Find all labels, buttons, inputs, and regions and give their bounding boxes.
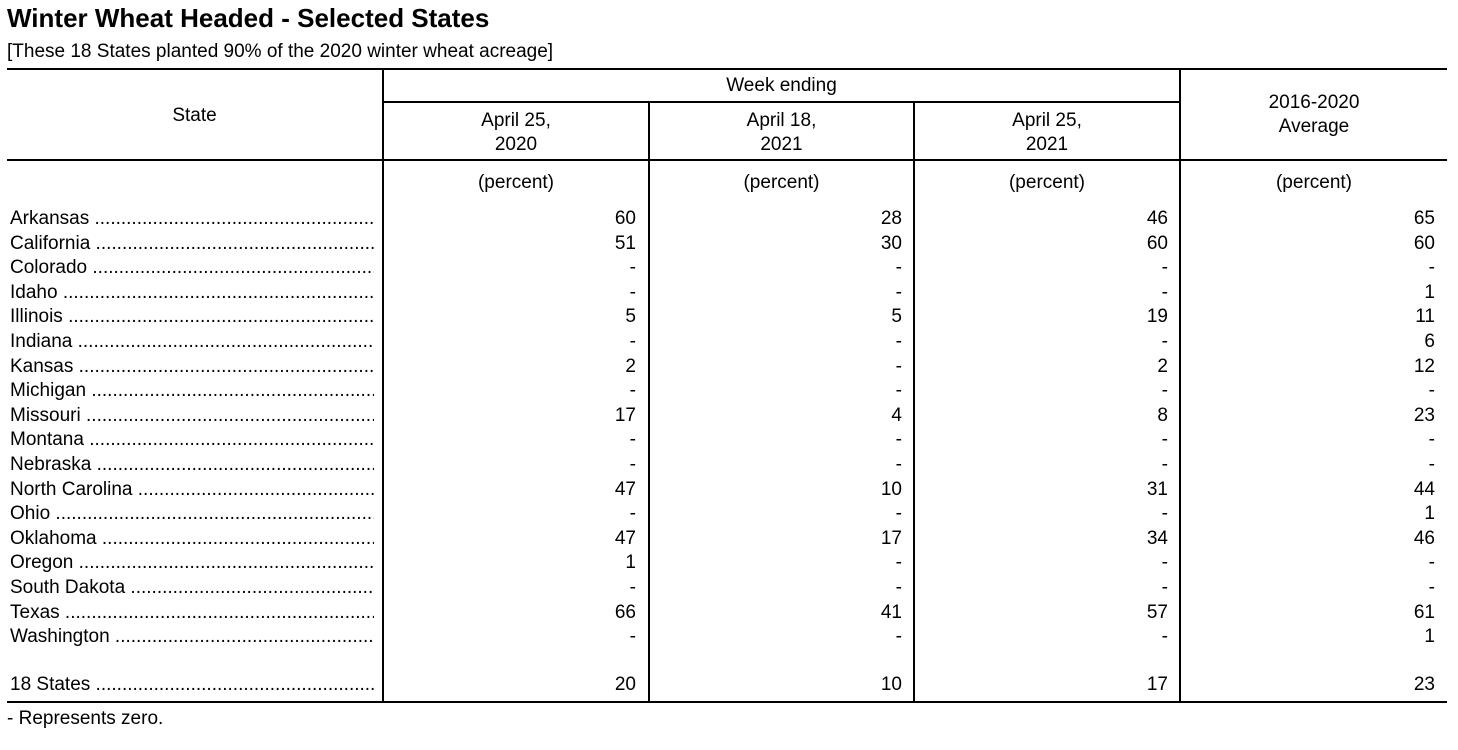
state-name: Kansas [10, 355, 74, 377]
header-bottom-rule [7, 159, 1447, 161]
table-row [0, 305, 1458, 329]
cell-value: - [1161, 552, 1168, 574]
state-label [10, 625, 374, 649]
leader-dots [97, 528, 374, 549]
cell-value: 28 [880, 208, 902, 229]
cell-value: 5 [625, 306, 636, 328]
cell-value: 23 [1413, 674, 1435, 695]
week-ending-header: Week ending [726, 75, 837, 96]
cell-value: 46 [1413, 527, 1435, 549]
cell-value: 17 [1146, 674, 1168, 695]
page-subtitle: [These 18 States planted 90% of the 2020 winter wheat acreage] [7, 41, 554, 62]
leader-dots [90, 233, 374, 254]
cell-value: - [895, 552, 902, 574]
cell-value: 46 [1146, 208, 1168, 229]
cell-value: 1 [1424, 281, 1435, 303]
cell-value: - [1428, 380, 1435, 402]
cell-value: 57 [1146, 601, 1168, 623]
column-header-line2: 2021 [760, 134, 803, 155]
cell-value: - [629, 454, 636, 475]
state-label [10, 207, 374, 231]
cell-value: 17 [614, 404, 636, 426]
state-label [10, 330, 374, 354]
cell-value: 60 [1146, 232, 1168, 254]
cell-value: 4 [891, 404, 902, 426]
cell-value: - [1428, 577, 1435, 598]
table-top-rule [7, 68, 1447, 70]
cell-value: 23 [1413, 404, 1435, 426]
cell-value: - [1161, 380, 1168, 402]
column-header-line1: 2016-2020 [1268, 92, 1360, 113]
column-header [1181, 91, 1447, 139]
table-row [0, 527, 1458, 551]
state-name: South Dakota [10, 577, 126, 598]
cell-value: 51 [614, 232, 636, 254]
leader-dots [81, 405, 374, 426]
cell-value: 5 [891, 306, 902, 328]
table-row [0, 428, 1458, 452]
state-name: Michigan [10, 380, 87, 402]
cell-value: - [629, 281, 636, 303]
unit-label: (percent) [477, 172, 555, 193]
state-label [10, 305, 374, 329]
table-row [0, 551, 1458, 575]
cell-value: - [629, 577, 636, 598]
table-row [0, 256, 1458, 280]
state-name: 18 States [10, 674, 91, 695]
unit-label: (percent) [743, 172, 820, 193]
cell-value: - [1161, 577, 1168, 598]
column-header [650, 109, 913, 157]
cell-value: - [895, 257, 902, 279]
cell-value: 47 [614, 478, 636, 500]
cell-value: - [1428, 552, 1435, 574]
state-label [10, 232, 374, 256]
state-label [10, 527, 374, 551]
cell-value: - [629, 429, 636, 451]
state-label [10, 453, 374, 477]
cell-value: - [1161, 429, 1168, 451]
column-header [384, 109, 648, 157]
leader-dots [60, 602, 374, 623]
state-name: Nebraska [10, 454, 92, 475]
cell-value: - [1161, 257, 1168, 279]
cell-value: - [895, 454, 902, 475]
cell-value: 1 [1424, 503, 1435, 525]
cell-value: 60 [1413, 232, 1435, 254]
cell-value: - [1161, 626, 1168, 648]
leader-dots [50, 503, 374, 524]
cell-value: 66 [614, 601, 636, 623]
table-row [0, 478, 1458, 502]
column-header-line1: April 25, [1012, 110, 1082, 131]
leader-dots [73, 552, 374, 573]
cell-value: 1 [625, 552, 636, 574]
column-header-line2: 2021 [1025, 134, 1069, 155]
column-header-line1: April 25, [481, 110, 551, 131]
state-name: Texas [10, 601, 60, 623]
cell-value: 2 [1157, 355, 1168, 377]
table-row [0, 404, 1458, 428]
cell-value: - [1428, 429, 1435, 451]
cell-value: 30 [880, 232, 902, 254]
leader-dots [63, 306, 374, 327]
state-label [10, 355, 374, 379]
table-row [0, 576, 1458, 600]
state-label [10, 281, 374, 305]
cell-value: 1 [1424, 626, 1435, 648]
leader-dots [72, 331, 374, 352]
state-label [10, 478, 374, 502]
state-name: Arkansas [10, 208, 90, 229]
column-header [915, 109, 1179, 157]
cell-value: - [895, 577, 902, 598]
cell-value: 6 [1424, 331, 1435, 352]
state-label [10, 551, 374, 575]
table-row [0, 207, 1458, 231]
cell-value: - [1161, 454, 1168, 475]
cell-value: 12 [1413, 355, 1435, 377]
leader-dots [87, 257, 374, 278]
state-label [10, 502, 374, 526]
cell-value: - [895, 380, 902, 402]
state-name: Oklahoma [10, 527, 97, 549]
state-name: Washington [10, 626, 110, 648]
cell-value: 41 [880, 601, 902, 623]
table-row [0, 625, 1458, 649]
cell-value: 34 [1146, 527, 1168, 549]
cell-value: - [895, 331, 902, 352]
cell-value: - [1428, 454, 1435, 475]
state-name: Oregon [10, 552, 74, 574]
cell-value: - [629, 257, 636, 279]
unit-label: (percent) [1008, 172, 1086, 193]
state-label [10, 256, 374, 280]
table-row [0, 355, 1458, 379]
cell-value: 11 [1415, 306, 1435, 328]
cell-value: - [1161, 503, 1168, 525]
table-row [0, 232, 1458, 256]
cell-value: 31 [1146, 478, 1168, 500]
state-name: Montana [10, 429, 84, 451]
state-name: Ohio [10, 503, 51, 525]
state-label [10, 404, 374, 428]
total-row [0, 673, 1458, 697]
page-title: Winter Wheat Headed - Selected States [7, 3, 490, 33]
column-header-line1: April 18, [746, 110, 817, 131]
state-label [10, 673, 374, 697]
state-name: Idaho [10, 281, 58, 303]
cell-value: - [629, 503, 636, 525]
leader-dots [84, 429, 374, 450]
state-label [10, 428, 374, 452]
cell-value: - [895, 503, 902, 525]
cell-value: - [1161, 331, 1168, 352]
table-row [0, 502, 1458, 526]
cell-value: - [895, 626, 902, 648]
cell-value: 10 [880, 478, 902, 500]
cell-value: - [629, 380, 636, 402]
cell-value: 17 [880, 527, 902, 549]
state-name: Colorado [10, 257, 88, 279]
cell-value: - [629, 626, 636, 648]
state-name: North Carolina [10, 478, 133, 500]
cell-value: - [895, 429, 902, 451]
unit-label: (percent) [1275, 172, 1353, 193]
leader-dots [86, 380, 374, 401]
leader-dots [91, 454, 374, 475]
leader-dots [89, 208, 374, 229]
cell-value: - [1161, 281, 1168, 303]
table-bottom-rule [7, 701, 1447, 703]
table-row [0, 330, 1458, 354]
leader-dots [58, 282, 374, 303]
footnote: - Represents zero. [7, 708, 164, 729]
cell-value: 20 [614, 674, 636, 695]
column-header-line2: 2020 [494, 134, 538, 155]
cell-value: 8 [1157, 404, 1168, 426]
table-row [0, 601, 1458, 625]
table-row [0, 453, 1458, 477]
leader-dots [110, 626, 374, 647]
week-ending-rule [383, 101, 1181, 103]
leader-dots [125, 577, 374, 598]
cell-value: 2 [625, 355, 636, 377]
leader-dots [73, 356, 374, 377]
state-label [10, 601, 374, 625]
cell-value: 60 [614, 208, 636, 229]
leader-dots [90, 674, 374, 695]
cell-value: 19 [1146, 306, 1168, 328]
cell-value: 44 [1413, 478, 1435, 500]
state-name: Indiana [10, 331, 73, 352]
cell-value: - [895, 355, 902, 377]
state-label [10, 379, 374, 403]
cell-value: - [1428, 257, 1435, 279]
state-name: Missouri [10, 404, 81, 426]
state-header: State [172, 105, 217, 126]
table-row [0, 281, 1458, 305]
cell-value: 47 [614, 527, 636, 549]
cell-value: 10 [880, 674, 902, 695]
cell-value: 61 [1413, 601, 1435, 623]
cell-value: - [629, 331, 636, 352]
cell-value: 65 [1413, 208, 1435, 229]
table-row [0, 379, 1458, 403]
leader-dots [133, 479, 375, 500]
state-name: California [10, 232, 91, 254]
column-header-line2: Average [1278, 116, 1350, 137]
state-label [10, 576, 374, 600]
state-name: Illinois [10, 306, 63, 328]
cell-value: - [895, 281, 902, 303]
